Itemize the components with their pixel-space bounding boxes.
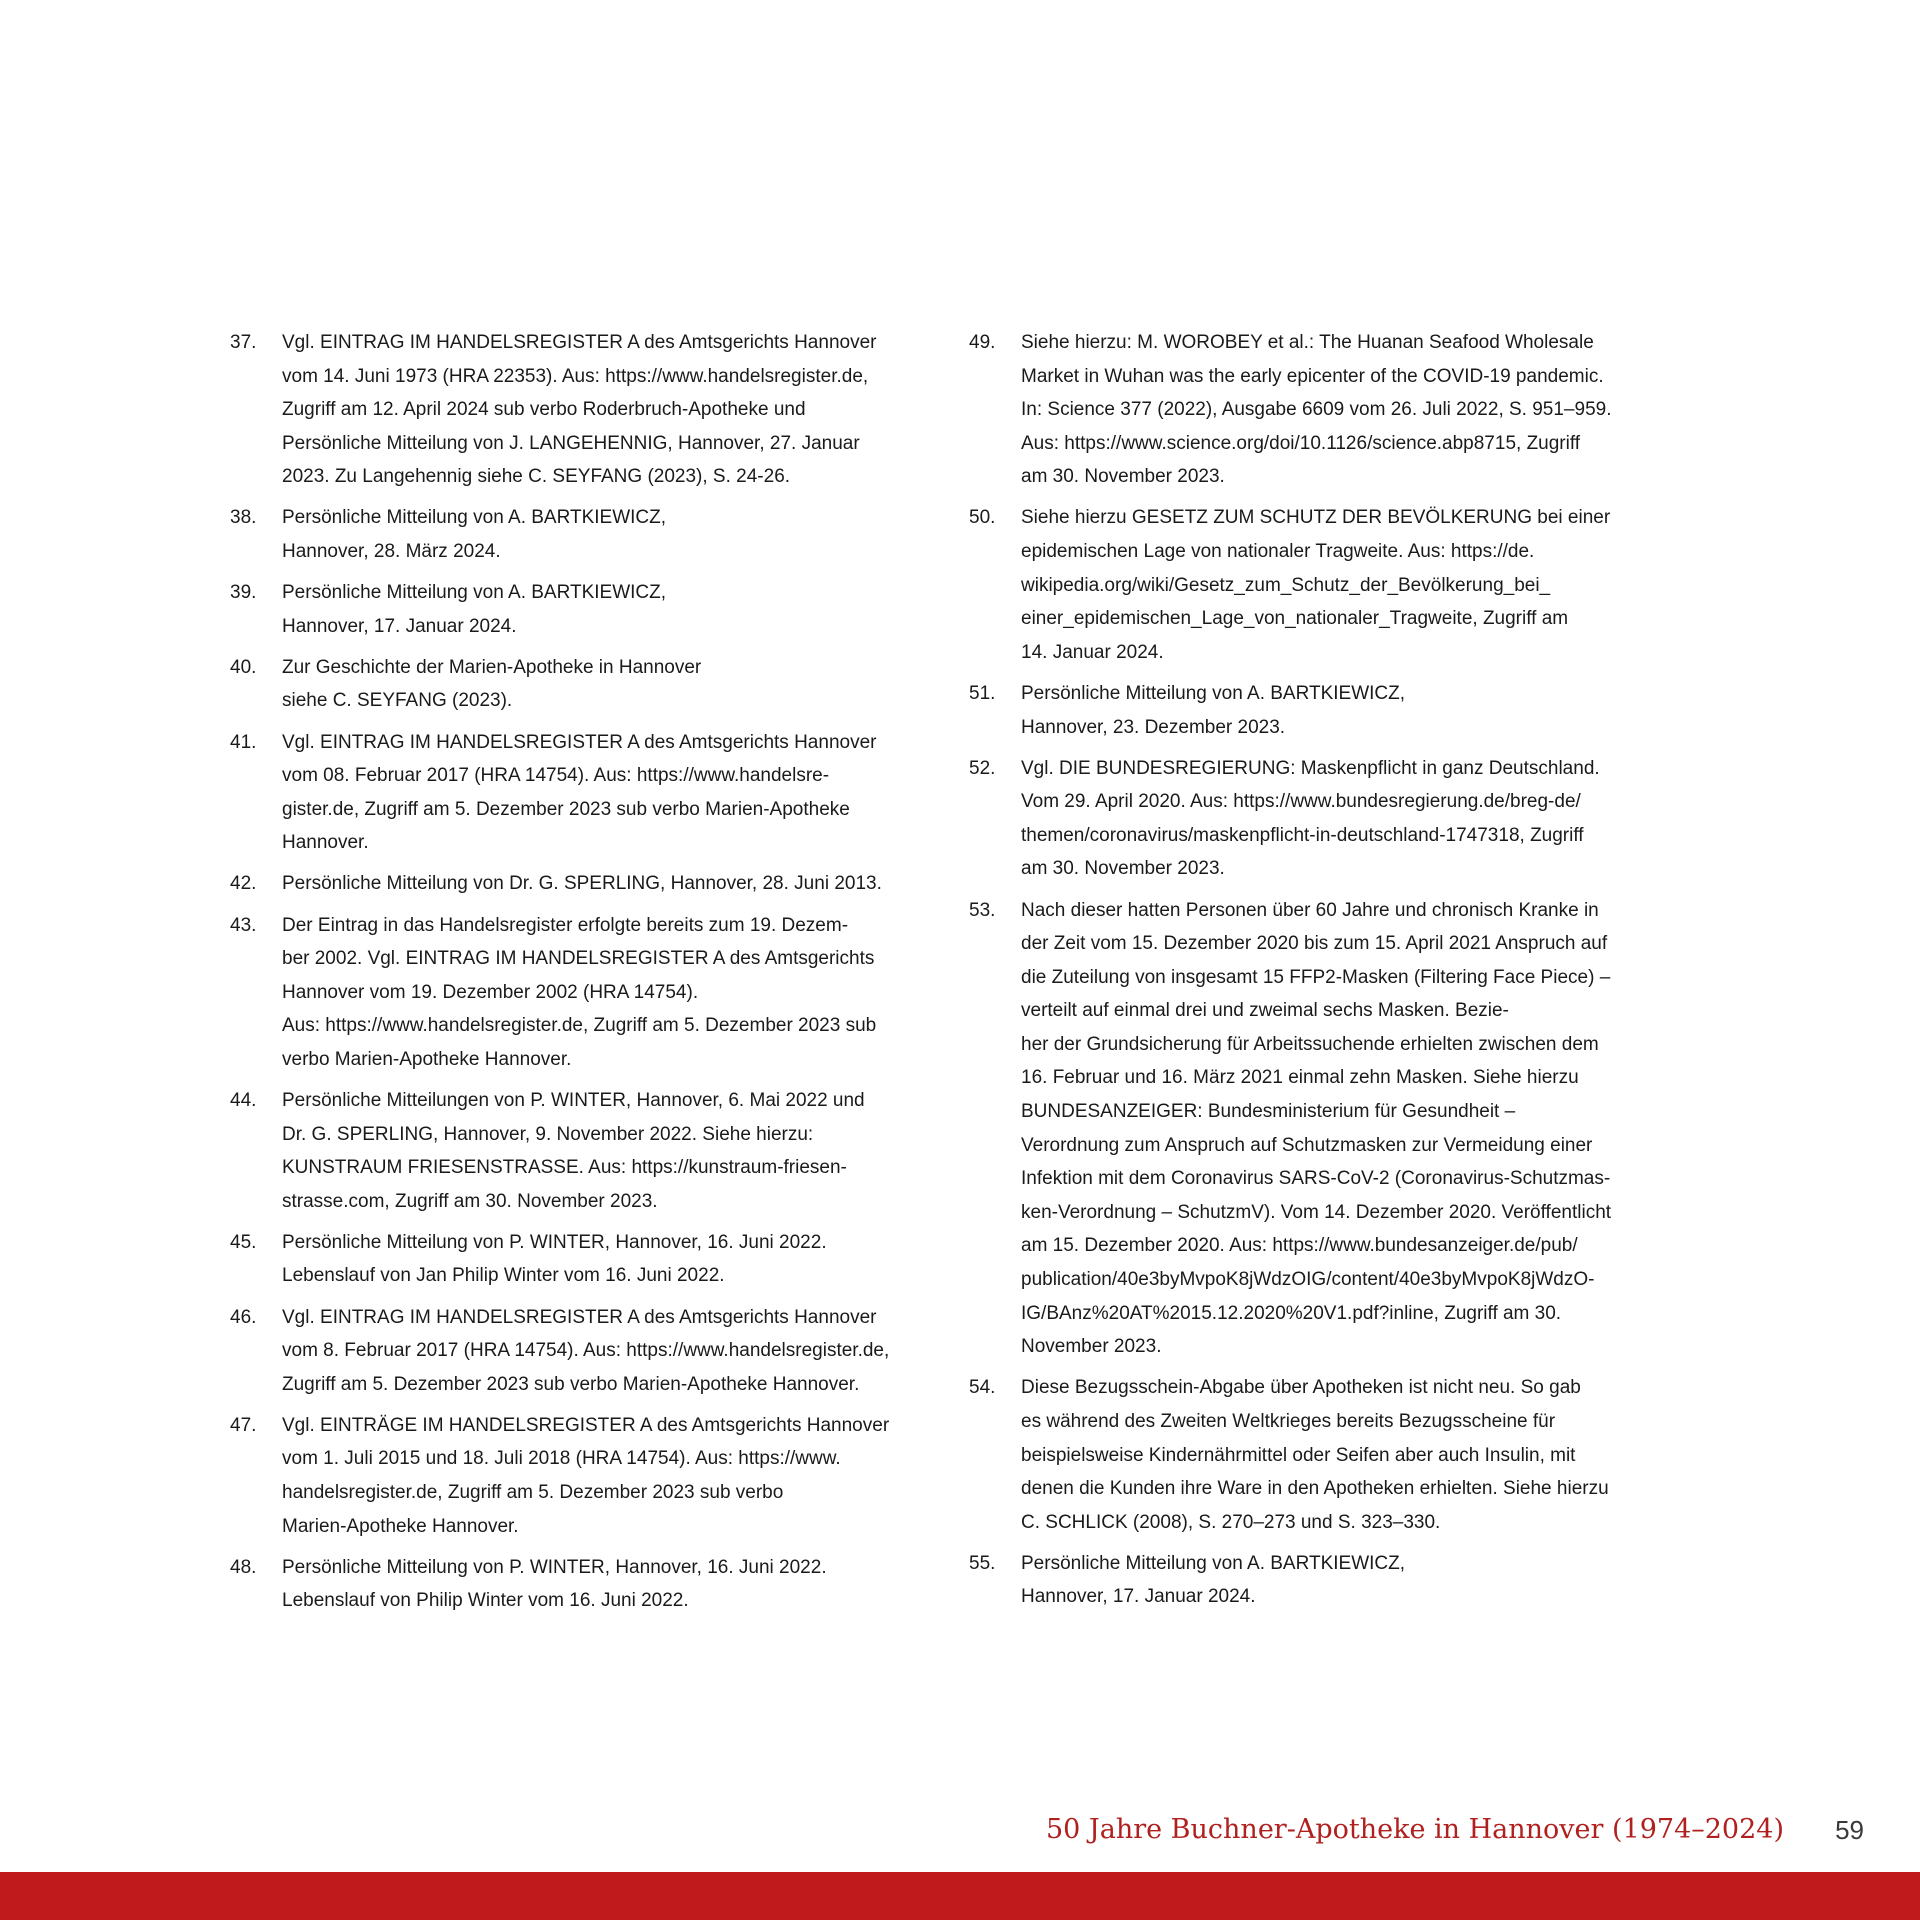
footer-color-bar bbox=[0, 1872, 1920, 1920]
footnote-number: 40. bbox=[230, 656, 257, 678]
footnote-text: Der Eintrag in das Handelsregister erfolgte bereits zum 19. Dezem- ber 2002. Vgl. EINTRAG IM HANDELSREGISTER A des Amtsgerichts Hannover vom 19. Dezember 2002 (HRA 14754). Aus: https://www.handelsregister.de, Zugriff am 5. Dezember 2023 sub verbo Marien-Apotheke Hannover. bbox=[282, 914, 877, 1070]
footnote-41 bbox=[230, 726, 938, 860]
footnote-text: Vgl. EINTRAG IM HANDELSREGISTER A des Amtsgerichts Hannover vom 8. Februar 2017 (HRA 14754). Aus: https://www.handelsregister.de, Zugriff am 5. Dezember 2023 sub verbo Marien-Apotheke Hannover. bbox=[282, 1306, 890, 1395]
footnote-number: 53. bbox=[969, 899, 996, 921]
footnote-number: 47. bbox=[230, 1414, 257, 1436]
footnote-text: Persönliche Mitteilung von A. BARTKIEWICZ, Hannover, 17. Januar 2024. bbox=[1021, 1552, 1406, 1608]
footnote-text: Vgl. EINTRAG IM HANDELSREGISTER A des Amtsgerichts Hannover vom 08. Februar 2017 (HRA 14754). Aus: https://www.handelsre- gister.de, Zugriff am 5. Dezember 2023 sub verbo Marien-Apotheke Hannover. bbox=[282, 731, 877, 854]
footnote-text: Zur Geschichte der Marien-Apotheke in Hannover siehe C. SEYFANG (2023). bbox=[282, 656, 702, 712]
footnote-number: 41. bbox=[230, 731, 257, 753]
running-footer-title: 50 Jahre Buchner-Apotheke in Hannover (1974–2024) bbox=[1045, 1814, 1784, 1845]
footnote-number: 51. bbox=[969, 682, 996, 704]
footnote-number: 54. bbox=[969, 1377, 996, 1399]
footnote-47 bbox=[230, 1409, 938, 1543]
footnote-49 bbox=[969, 326, 1679, 494]
footnote-text: Persönliche Mitteilung von P. WINTER, Hannover, 16. Juni 2022. Lebenslauf von Jan Philip Winter vom 16. Juni 2022. bbox=[282, 1231, 827, 1287]
footnote-text: Persönliche Mitteilung von P. WINTER, Hannover, 16. Juni 2022. Lebenslauf von Philip Winter vom 16. Juni 2022. bbox=[282, 1556, 827, 1612]
notes-column-left bbox=[230, 326, 938, 1625]
footnote-44 bbox=[230, 1084, 938, 1218]
footnote-number: 43. bbox=[230, 914, 257, 936]
footnote-46 bbox=[230, 1301, 938, 1402]
footnote-52 bbox=[969, 752, 1679, 886]
footnote-43 bbox=[230, 909, 938, 1077]
notes-column-right bbox=[969, 326, 1679, 1621]
footnote-number: 49. bbox=[969, 332, 996, 353]
footnote-text: Vgl. EINTRÄGE IM HANDELSREGISTER A des Amtsgerichts Hannover vom 1. Juli 2015 und 18. Juli 2018 (HRA 14754). Aus: https://www. handelsregister.de, Zugriff am 5. Dezember 2023 sub verbo Marien-Apotheke Hannover. bbox=[282, 1414, 890, 1537]
footnote-55 bbox=[969, 1547, 1679, 1614]
footnote-39 bbox=[230, 576, 938, 643]
footnote-text: Persönliche Mitteilungen von P. WINTER, Hannover, 6. Mai 2022 und Dr. G. SPERLING, Hannover, 9. November 2022. Siehe hierzu: KUNSTRAUM FRIESENSTRASSE. Aus: https://kunstraum-friesen- strasse.com, Zugriff am 30. November 2023. bbox=[282, 1089, 865, 1212]
footnote-54 bbox=[969, 1371, 1679, 1539]
footnote-number: 46. bbox=[230, 1306, 257, 1328]
footnote-38 bbox=[230, 501, 938, 568]
footnote-text: Siehe hierzu: M. WOROBEY et al.: The Huanan Seafood Wholesale Market in Wuhan was the early epicenter of the COVID-19 pandemic. In: Science 377 (2022), Ausgabe 6609 vom 26. Juli 2022, S. 951–959. Aus: https://www.science.org/doi/10.1126/science.abp8715, Zugriff am 30. November 2023. bbox=[1021, 332, 1612, 488]
footnote-text: Persönliche Mitteilung von A. BARTKIEWICZ, Hannover, 23. Dezember 2023. bbox=[1021, 682, 1406, 738]
footnote-number: 55. bbox=[969, 1552, 996, 1574]
footnote-number: 45. bbox=[230, 1231, 257, 1253]
footnote-text: Diese Bezugsschein-Abgabe über Apotheken ist nicht neu. So gab es während des Zweiten Weltkrieges bereits Bezugsscheine für beispielsweise Kindernährmittel oder Seifen aber auch Insulin, mit denen die Kunden ihre Ware in den Apotheken erhielten. Siehe hierzu C. SCHLICK (2008), S. 270–273 und S. 323–330. bbox=[1021, 1377, 1609, 1533]
footnote-50 bbox=[969, 501, 1679, 669]
footnote-text: Vgl. DIE BUNDESREGIERUNG: Maskenpflicht in ganz Deutschland. Vom 29. April 2020. Aus: https://www.bundesregierung.de/breg-de/ themen/coronavirus/maskenpflicht-in-deutschland-1747318, Zugriff am 30. November 2023. bbox=[1021, 757, 1600, 880]
footnote-42 bbox=[230, 867, 938, 901]
footnote-53 bbox=[969, 894, 1679, 1364]
footnote-text: Nach dieser hatten Personen über 60 Jahre und chronisch Kranke in der Zeit vom 15. Dezember 2020 bis zum 15. April 2021 Anspruch auf die Zuteilung von insgesamt 15 FFP2-Masken (Filtering Face Piece) – verteilt auf einmal drei und zweimal sechs Masken. Bezie- her der Grundsicherung für Arbeitssuchende erhielten zwischen dem 16. Februar und 16. März 2021 einmal zehn Masken. Siehe hierzu BUNDESANZEIGER: Bundesministerium für Gesundheit – Verordnung zum Anspruch auf Schutzmasken zur Vermeidung einer Infektion mit dem Coronavirus SARS-CoV-2 (Coronavirus-Schutzmas- ken-Verordnung – SchutzmV). Vom 14. Dezember 2020. Veröffentlicht am 15. Dezember 2020. Aus: https://www.bundesanzeiger.de/pub/ publication/40e3byMvpoK8jWdzOIG/content/40e3byMvpoK8jWdzO- IG/BAnz%20AT%2015.12.2020%20V1.pdf?inline, Zugriff am 30. November 2023. bbox=[1021, 899, 1612, 1358]
footnote-number: 42. bbox=[230, 873, 257, 895]
footnote-number: 38. bbox=[230, 507, 257, 529]
footnote-text: Persönliche Mitteilung von A. BARTKIEWICZ, Hannover, 28. März 2024. bbox=[282, 507, 667, 563]
footnote-number: 50. bbox=[969, 507, 996, 529]
footnote-number: 48. bbox=[230, 1556, 257, 1578]
footnote-37 bbox=[230, 326, 938, 494]
footnote-number: 44. bbox=[230, 1089, 257, 1111]
footnote-51 bbox=[969, 677, 1679, 744]
footnote-text: Persönliche Mitteilung von Dr. G. SPERLING, Hannover, 28. Juni 2013. bbox=[282, 873, 882, 895]
footnote-number: 52. bbox=[969, 757, 996, 779]
footnote-40 bbox=[230, 651, 938, 718]
footnote-45 bbox=[230, 1226, 938, 1293]
footnote-text: Vgl. EINTRAG IM HANDELSREGISTER A des Amtsgerichts Hannover vom 14. Juni 1973 (HRA 22353). Aus: https://www.handelsregister.de, Zugriff am 12. April 2024 sub verbo Roderbruch-Apotheke und Persönliche Mitteilung von J. LANGEHENNIG, Hannover, 27. Januar 2023. Zu Langehennig siehe C. SEYFANG (2023), S. 24-26. bbox=[282, 332, 877, 488]
footnote-text: Persönliche Mitteilung von A. BARTKIEWICZ, Hannover, 17. Januar 2024. bbox=[282, 582, 667, 637]
footnote-number: 39. bbox=[230, 582, 257, 604]
footnote-text: Siehe hierzu GESETZ ZUM SCHUTZ DER BEVÖLKERUNG bei einer epidemischen Lage von nationaler Tragweite. Aus: https://de. wikipedia.org/wiki/Gesetz_zum_Schutz_der_Bevölkerung_bei_ einer_epidemischen_Lage_von_nationaler_Tragweite, Zugriff am 14. Januar 2024. bbox=[1021, 507, 1611, 663]
page-number: 59 bbox=[1835, 1815, 1864, 1845]
footnote-48 bbox=[230, 1551, 938, 1618]
footnote-number: 37. bbox=[230, 332, 257, 353]
